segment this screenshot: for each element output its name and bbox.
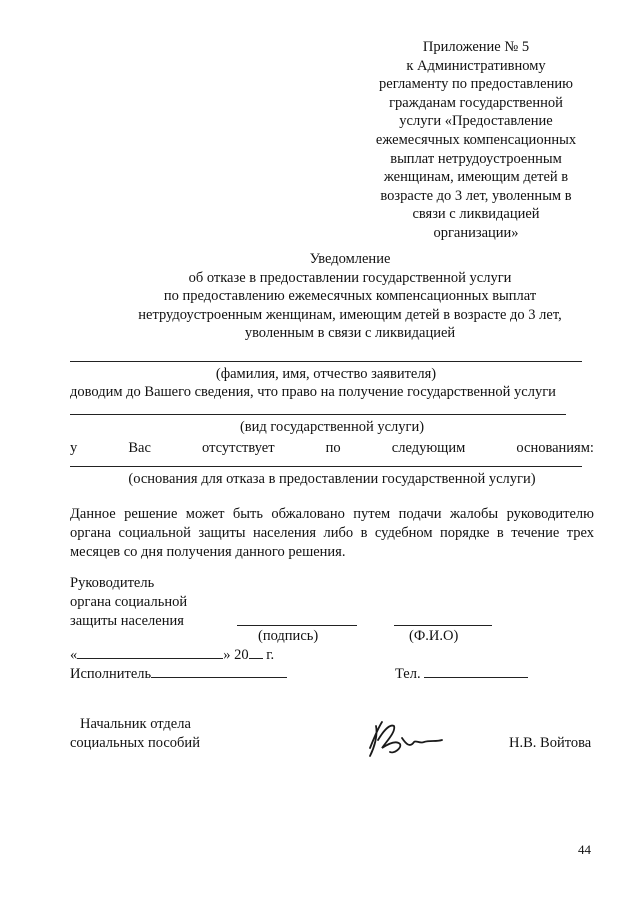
applicant-name-caption: (фамилия, имя, отчество заявителя) (215, 366, 437, 382)
absent-word: по (325, 440, 341, 456)
dept-line-1: Начальник отдела (80, 716, 191, 732)
signature-field-line[interactable] (237, 625, 357, 626)
date-day-field[interactable] (77, 646, 223, 659)
reasons-caption: (основания для отказа в предоставлении государственной услуги) (128, 471, 536, 487)
appendix-line: женщинам, имеющим детей в (383, 169, 569, 186)
service-type-line[interactable] (70, 414, 566, 415)
handwritten-signature (364, 718, 444, 760)
appendix-line: ежемесячных компенсационных (375, 131, 577, 148)
notice-line: об отказе в предоставлении государственной услуги (188, 269, 512, 286)
date-year-prefix: » 20 (223, 647, 249, 663)
phone-line (395, 665, 528, 683)
absent-word: у (70, 440, 78, 456)
notice-line: по предоставлению ежемесячных компенсационных выплат (163, 288, 537, 305)
appendix-line: регламенту по предоставлению (379, 76, 573, 93)
applicant-name-line[interactable] (70, 361, 582, 362)
fio-field-line[interactable] (394, 625, 492, 626)
appendix-line: связи с ликвидацией (412, 206, 540, 223)
reasons-line[interactable] (70, 466, 582, 467)
date-open-quote: « (70, 647, 78, 663)
appendix-line: выплат нетрудоустроенным (390, 150, 562, 167)
absent-word: следующим (391, 440, 466, 456)
appendix-line: гражданам государственной (389, 94, 563, 111)
appeal-paragraph: Данное решение может быть обжаловано путем подачи жалобы руководителю органа социальной защиты населения либо в судебном порядке в течение трех месяцев со дня получения данного решения. (70, 506, 594, 560)
head-title (70, 574, 187, 631)
service-type-caption: (вид государственной услуги) (239, 419, 425, 435)
head-line: органа социальной (70, 594, 188, 610)
date-year-suffix: г. (266, 647, 275, 663)
executor-label: Исполнитель (70, 666, 152, 682)
signature-caption: (подпись) (258, 628, 319, 644)
page-number: 44 (578, 842, 591, 857)
appendix-line: услуги «Предоставление (399, 113, 553, 130)
head-line: защиты населения (70, 613, 184, 629)
fio-caption: (Ф.И.О) (409, 628, 459, 644)
notice-title: Уведомление (309, 251, 391, 267)
notice-line: уволенным в связи с ликвидацией (244, 325, 456, 342)
appendix-line: организации» (433, 224, 519, 241)
phone-field[interactable] (424, 665, 528, 678)
absent-word: основаниям: (516, 440, 594, 456)
appendix-line: возрасте до 3 лет, уволенным в (380, 187, 572, 204)
absent-word: Вас (128, 440, 151, 456)
appendix-block (360, 38, 592, 243)
inform-line: доводим до Вашего сведения, что право на получение государственной услуги (70, 384, 556, 400)
executor-line (70, 665, 287, 683)
head-line: Руководитель (70, 575, 155, 591)
dept-line-2: социальных пособий (70, 735, 200, 751)
notice-heading (120, 250, 580, 343)
signatory-name: Н.В. Войтова (509, 735, 592, 751)
phone-label: Тел. (395, 666, 421, 682)
date-line (70, 646, 274, 664)
absent-line (70, 440, 594, 457)
executor-field[interactable] (151, 665, 287, 678)
absent-word: отсутствует (202, 440, 275, 456)
appendix-line: Приложение № 5 (422, 39, 530, 55)
date-year-field[interactable] (249, 646, 263, 659)
notice-line: нетрудоустроенным женщинам, имеющим детей в возрасте до 3 лет, (138, 306, 562, 323)
appendix-line: к Административному (406, 57, 546, 74)
